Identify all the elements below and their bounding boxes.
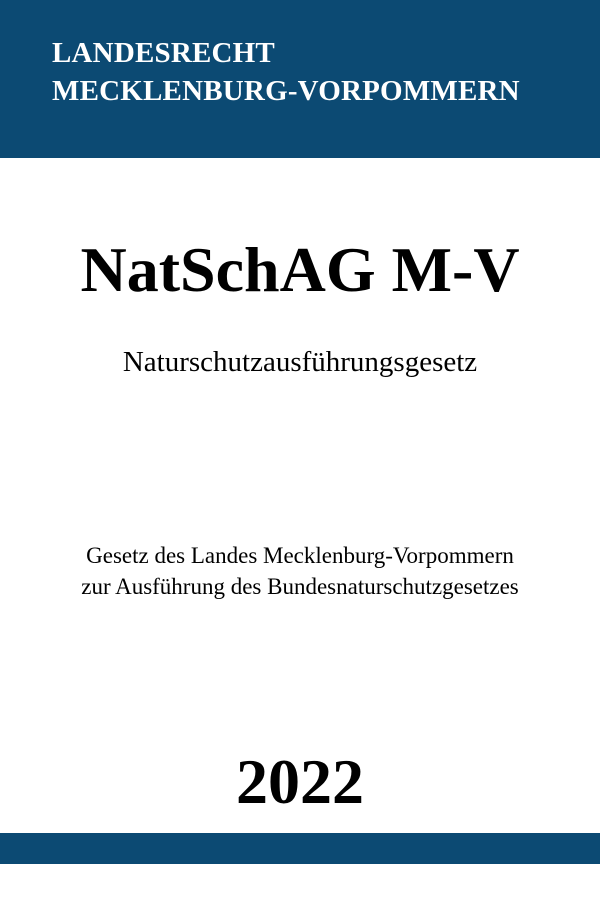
description-line-2: zur Ausführung des Bundesnaturschutzgesetzes xyxy=(81,574,519,599)
book-subtitle: Naturschutzausführungsgesetz xyxy=(122,346,478,378)
description-line-1: Gesetz des Landes Mecklenburg-Vorpommern xyxy=(86,543,514,568)
series-line-2: MECKLENBURG-VORPOMMERN xyxy=(52,75,520,107)
bottom-color-band xyxy=(0,833,600,864)
series-line-1: LANDESRECHT xyxy=(52,37,275,69)
book-title: NatSchAG M-V xyxy=(80,234,520,305)
top-color-band xyxy=(0,0,600,158)
series-title xyxy=(52,34,520,110)
publication-year: 2022 xyxy=(236,746,364,817)
book-description xyxy=(0,540,600,602)
